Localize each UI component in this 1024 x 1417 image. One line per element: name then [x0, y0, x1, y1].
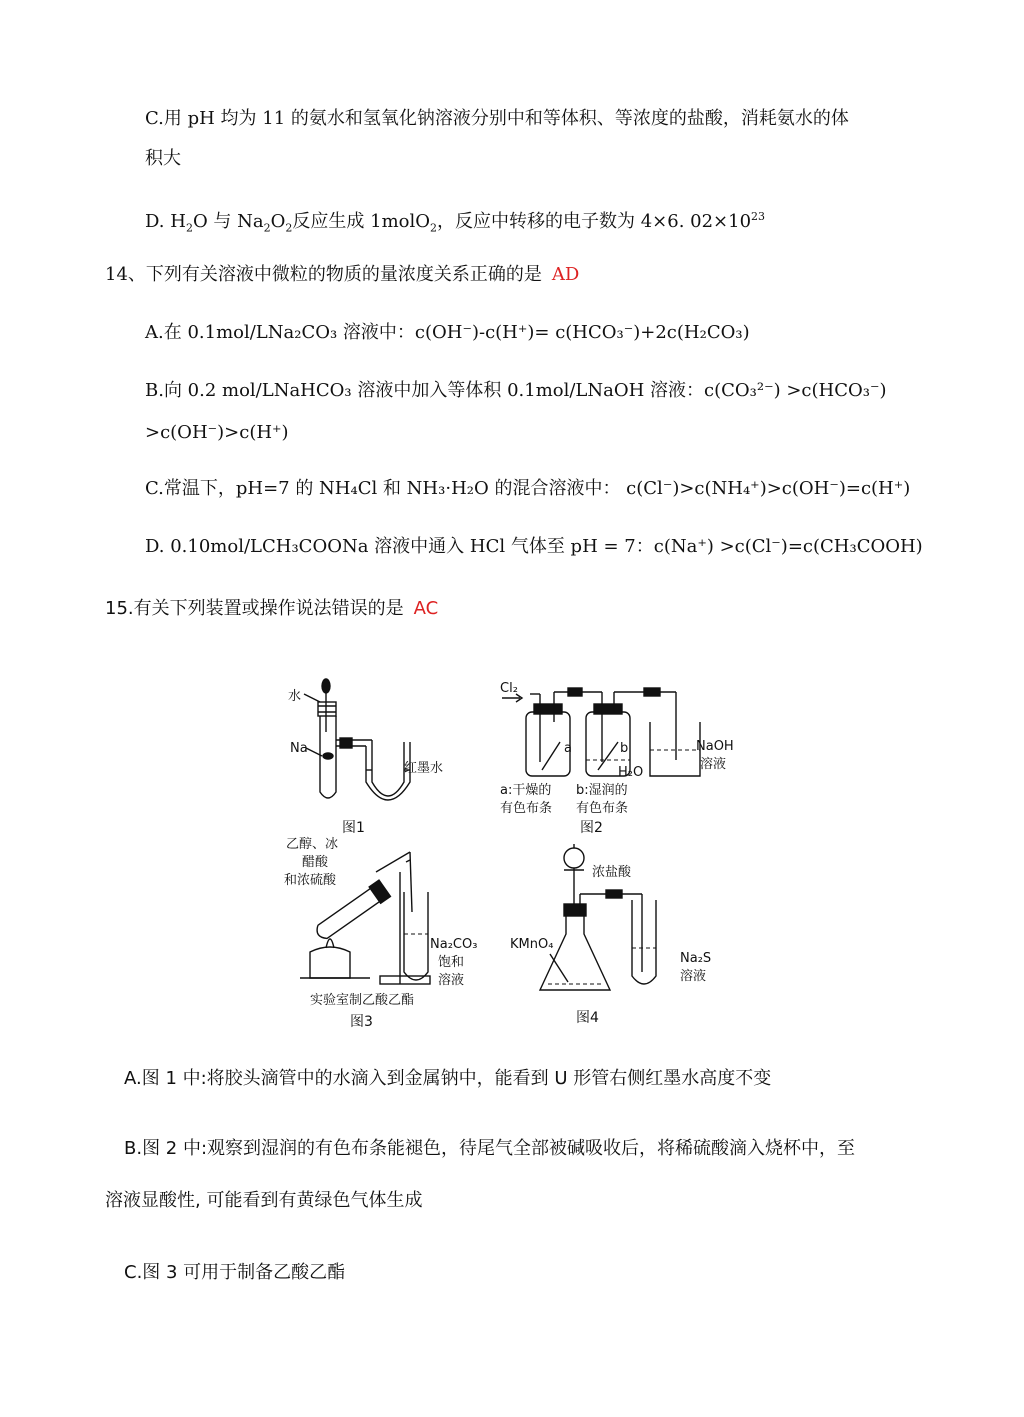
q14-option-d: D. 0.10mol/LCH₃COONa 溶液中通入 HCl 气体至 pH = 7：c(Na⁺) >c(Cl⁻)=c(CH₃COOH) [145, 536, 923, 557]
fig3-reagent-line2: 醋酸 [302, 855, 329, 870]
fig3-caption: 图3 [350, 1014, 373, 1030]
q15-option-a: A.图 1 中:将胶头滴管中的水滴入到金属钠中，能看到 U 形管右侧红墨水高度不变 [124, 1068, 772, 1089]
fig4-hcl-label: 浓盐酸 [592, 865, 632, 880]
figure-4 [510, 844, 711, 1026]
apparatus-figure [280, 672, 760, 1034]
fig1-ink-label: 红墨水 [404, 761, 444, 776]
fig3-collection-tube [404, 892, 428, 980]
fig2-a-mark: a [564, 741, 572, 756]
q13-option-d: D. $H_2O$ 与 $Na_2O_2$反应生成 1molO$_2$，反应中转移的电子数为 4×6. $02\times 10^{23}$ [145, 210, 766, 235]
fig3-reaction-tube [313, 880, 391, 943]
fig1-water-label: 水 [288, 689, 302, 704]
figure-1 [288, 679, 443, 836]
fig1-caption: 图1 [342, 820, 365, 836]
q15-answer: AC [413, 598, 439, 619]
q13-option-c-line1: C.用 pH 均为 11 的氨水和氢氧化钠溶液分别中和等体积、等浓度的盐酸，消耗氨水的体 [145, 108, 849, 129]
q15-option-b-line2: 溶液显酸性, 可能看到有黄绿色气体生成 [105, 1190, 423, 1211]
fig4-separatory-funnel [564, 848, 584, 868]
u-tube [372, 740, 404, 796]
q15-stem: 15.有关下列装置或操作说法错误的是 AC [105, 598, 439, 619]
q14-option-a: A.在 0.1mol/LNa₂CO₃ 溶液中：c(OH⁻)-c(H⁺)= c(HCO₃⁻)+2c(H₂CO₃) [145, 322, 750, 343]
fig1-stopper [318, 702, 336, 716]
fig2-b-desc-line2: 有色布条 [576, 801, 629, 816]
fig2-h2o-label: H₂O [618, 765, 644, 780]
q14-stem: 14、下列有关溶液中微粒的物质的量浓度关系正确的是 AD [105, 264, 580, 285]
fig3-saturated-label: 饱和 [438, 955, 465, 970]
q13-option-c-line2: 积大 [145, 148, 181, 169]
fig2-b-desc-line1: b:湿润的 [576, 783, 628, 798]
fig4-kmno4-label: KMnO₄ [510, 937, 554, 952]
fig4-caption: 图4 [576, 1010, 599, 1026]
q15-option-c: C.图 3 可用于制备乙酸乙酯 [124, 1262, 346, 1283]
q15-option-b-line1: B.图 2 中:观察到湿润的有色布条能褪色，待尾气全部被碱吸收后，将稀硫酸滴入烧杯中，至 [124, 1138, 856, 1159]
fig3-title: 实验室制乙酸乙酯 [310, 993, 415, 1008]
fig1-na-label: Na [290, 741, 308, 756]
fig4-conical-flask [540, 916, 610, 990]
fig3-reagent-line1: 乙醇、冰 [286, 837, 339, 852]
q14-option-b-line2: >c(OH⁻)>c(H⁺) [145, 422, 289, 443]
figure-3 [284, 836, 477, 1030]
fig2-b-mark: b [620, 741, 629, 756]
fig2-naoh-solution-label: 溶液 [700, 757, 727, 772]
fig3-solution-label: 溶液 [438, 973, 465, 988]
fig2-caption: 图2 [580, 820, 603, 836]
fig3-na2co3-label: Na₂CO₃ [430, 937, 478, 952]
fig3-alcohol-lamp [310, 947, 350, 978]
fig3-reagent-line3: 和浓硫酸 [284, 873, 337, 888]
q14-option-b-line1: B.向 0.2 mol/LNaHCO₃ 溶液中加入等体积 0.1mol/LNaOH 溶液：c(CO₃²⁻) >c(HCO₃⁻) [145, 380, 887, 401]
fig2-a-desc-line1: a:干燥的 [500, 783, 552, 798]
fig2-beaker [650, 722, 700, 776]
figure-2 [500, 681, 734, 836]
fig4-na2s-label: Na₂S [680, 951, 712, 966]
fig4-test-tube [632, 900, 656, 984]
fig4-solution-label: 溶液 [680, 969, 707, 984]
fig2-a-desc-line2: 有色布条 [500, 801, 553, 816]
q14-option-c: C.常温下，pH=7 的 NH₄Cl 和 NH₃·H₂O 的混合溶液中： c(Cl⁻)>c(NH₄⁺)>c(OH⁻)=c(H⁺) [145, 478, 911, 499]
fig2-naoh-label: NaOH [696, 739, 734, 754]
q14-answer: AD [551, 264, 580, 285]
dropper-bulb [322, 679, 330, 693]
fig2-cl2-label: Cl₂ [500, 681, 518, 696]
